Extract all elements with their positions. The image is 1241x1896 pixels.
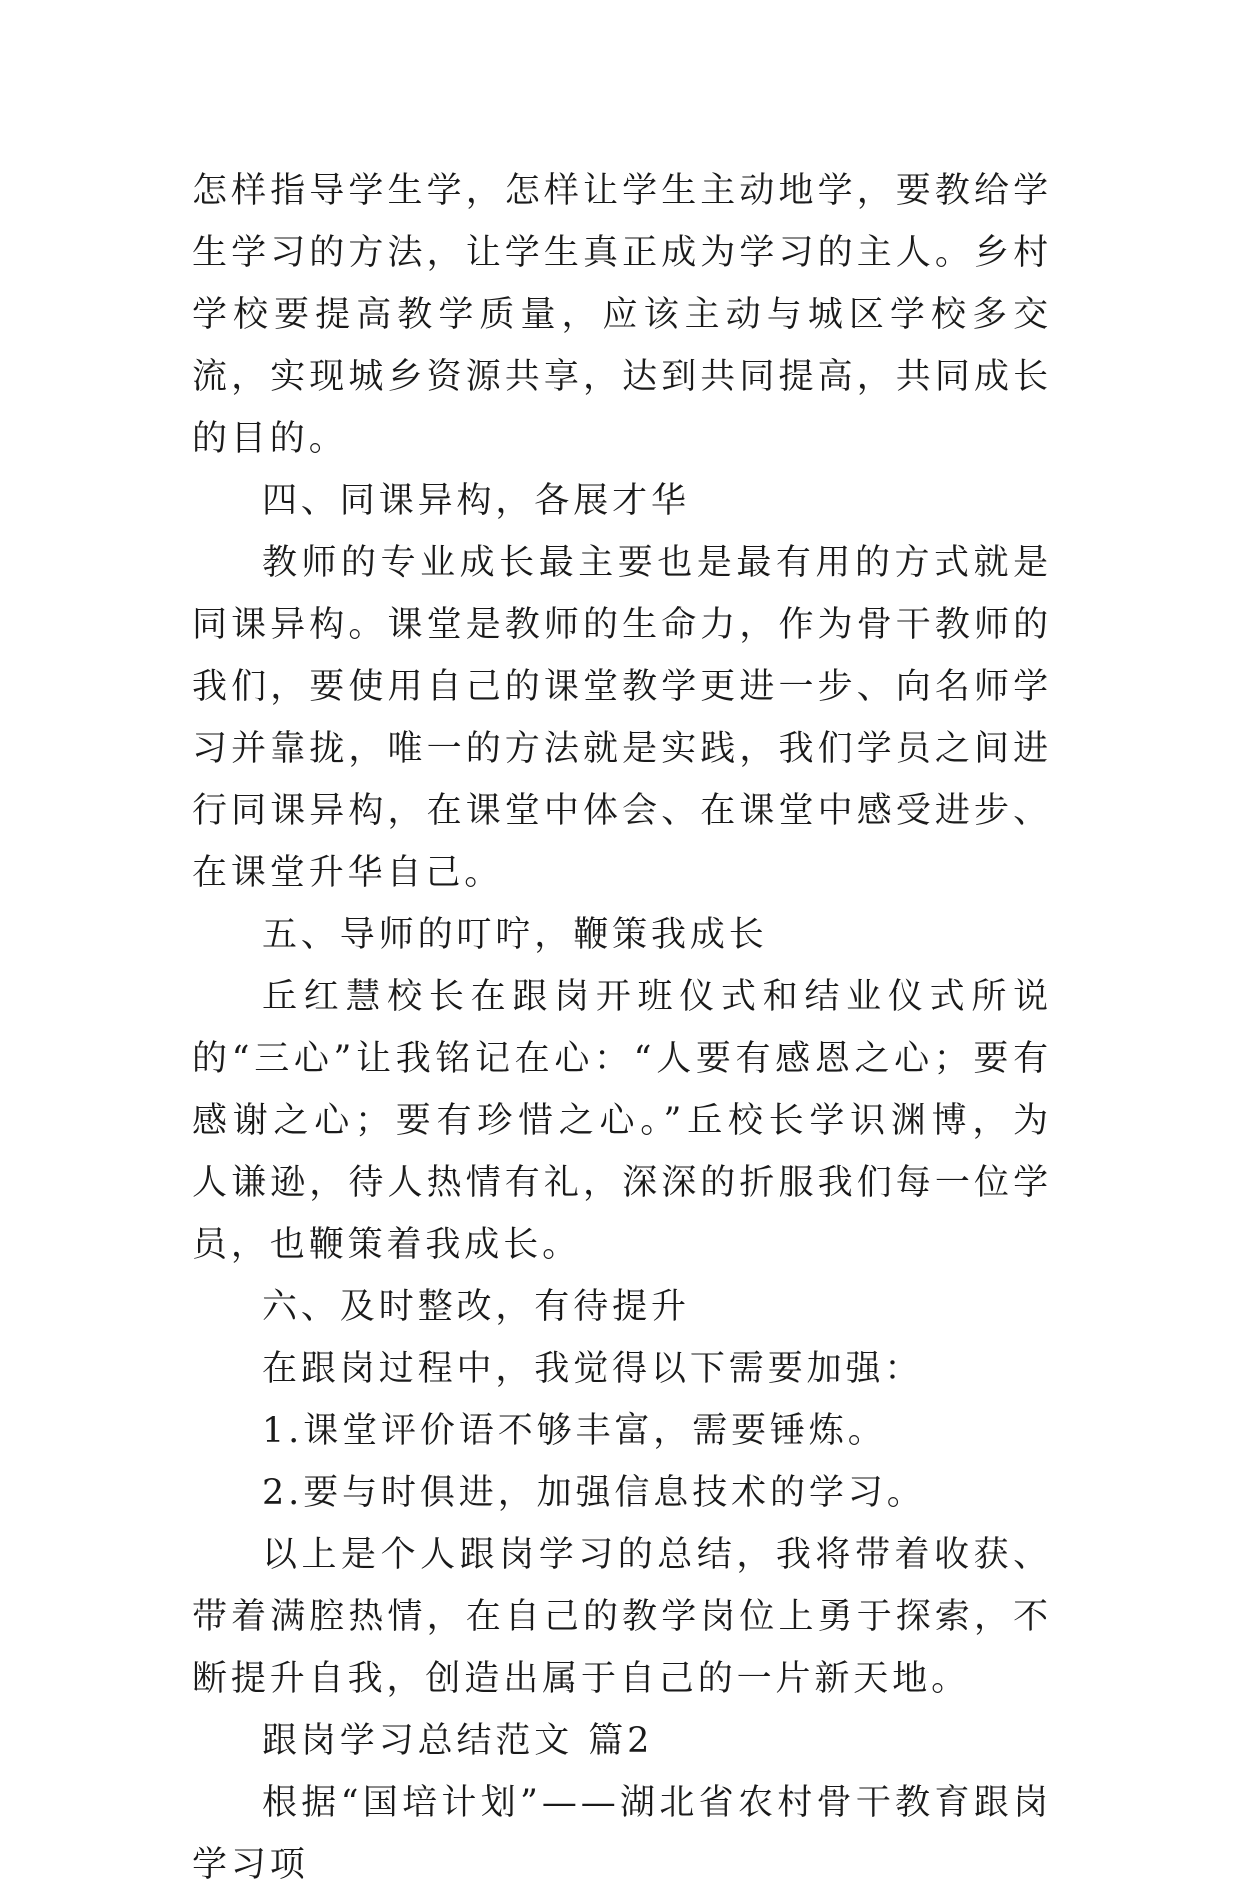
list-item-1: 1.课堂评价语不够丰富，需要锤炼。 [262,1411,887,1451]
heading-article-2: 跟岗学习总结范文 篇2 [262,1721,654,1761]
heading-section-4: 四、同课异构，各展才华 [262,481,690,521]
document-page [192,160,1052,1896]
paragraph-same-lesson: 教师的专业成长最主要也是最有用的方式就是同课异构。课堂是教师的生命力，作为骨干教师的我们，要使用自己的课堂教学更进一步、向名师学习并靠拢，唯一的方法就是实践，我们学员之间进行同课异构，在课堂中体会、在课堂中感受进步、在课堂升华自己。 [192,543,1052,893]
heading-section-6: 六、及时整改，有待提升 [262,1287,690,1327]
list-item-2: 2.要与时俱进，加强信息技术的学习。 [262,1473,926,1513]
paragraph-conclusion: 以上是个人跟岗学习的总结，我将带着收获、带着满腔热情，在自己的教学岗位上勇于探索，不断提升自我，创造出属于自己的一片新天地。 [192,1535,1052,1699]
paragraph-method: 怎样指导学生学，怎样让学生主动地学，要教给学生学习的方法，让学生真正成为学习的主人。乡村学校要提高教学质量，应该主动与城区学校多交流，实现城乡资源共享，达到共同提高，共同成长的目的。 [192,171,1052,459]
paragraph-article-2-start: 根据“国培计划”——湖北省农村骨干教育跟岗学习项 [192,1783,1052,1885]
paragraph-improve-intro: 在跟岗过程中，我觉得以下需要加强： [262,1349,924,1389]
heading-section-5: 五、导师的叮咛，鞭策我成长 [262,915,768,955]
paragraph-mentor: 丘红慧校长在跟岗开班仪式和结业仪式所说的“三心”让我铭记在心：“人要有感恩之心；要有感谢之心；要有珍惜之心。”丘校长学识渊博，为人谦逊，待人热情有礼，深深的折服我们每一位学员，也鞭策着我成长。 [192,977,1052,1265]
